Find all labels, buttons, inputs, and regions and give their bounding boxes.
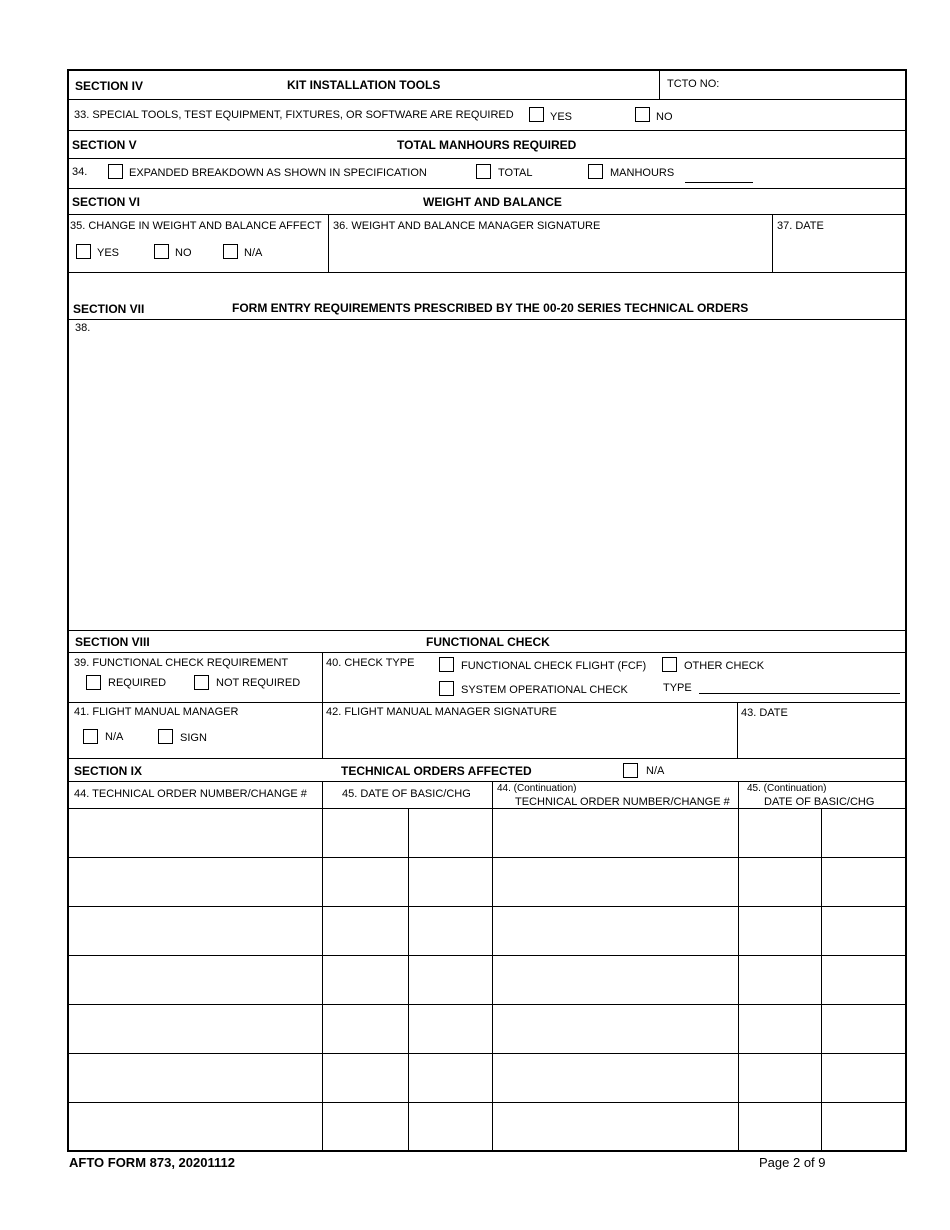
- section-vii-title: FORM ENTRY REQUIREMENTS PRESCRIBED BY THE 00-20 SERIES TECHNICAL ORDERS: [232, 301, 749, 315]
- wb-signature-field[interactable]: [332, 236, 768, 268]
- manhours-label: MANHOURS: [610, 167, 675, 179]
- date-chg-cont-cell[interactable]: [823, 1104, 904, 1148]
- to-number-cell[interactable]: [70, 957, 320, 1002]
- to-affected-na-label: N/A: [646, 765, 665, 777]
- date-basic-cell[interactable]: [324, 1055, 406, 1100]
- manhours-field[interactable]: [685, 166, 753, 182]
- col-divider: [328, 214, 329, 272]
- to-number-cell[interactable]: [70, 1104, 320, 1148]
- wb-date-field[interactable]: [776, 236, 902, 268]
- to-number-cell[interactable]: [70, 859, 320, 904]
- row-divider: [68, 272, 906, 273]
- tools-required-no-checkbox[interactable]: [635, 107, 650, 122]
- date-chg-cell[interactable]: [410, 859, 490, 904]
- table-column-divider: [492, 781, 493, 1150]
- section-viii-label: SECTION VIII: [75, 635, 150, 649]
- date-chg-cont-cell[interactable]: [823, 908, 904, 953]
- date-basic-cont-cell[interactable]: [740, 859, 819, 904]
- item-33-label: 33. SPECIAL TOOLS, TEST EQUIPMENT, FIXTURES, OR SOFTWARE ARE REQUIRED: [74, 109, 514, 121]
- section-v-title: TOTAL MANHOURS REQUIRED: [397, 138, 577, 152]
- date-basic-cell[interactable]: [324, 1006, 406, 1051]
- col-44-header: 44. TECHNICAL ORDER NUMBER/CHANGE #: [74, 788, 307, 800]
- item-34-label: 34.: [72, 166, 88, 178]
- fmm-date-field[interactable]: [741, 722, 902, 754]
- fcf-label: FUNCTIONAL CHECK FLIGHT (FCF): [461, 660, 647, 672]
- manhours-checkbox[interactable]: [588, 164, 603, 179]
- row-divider: [68, 630, 906, 631]
- table-row-divider: [68, 906, 906, 907]
- row-divider: [68, 214, 906, 215]
- date-chg-cell[interactable]: [410, 1006, 490, 1051]
- wb-no-checkbox[interactable]: [154, 244, 169, 259]
- table-header-divider: [68, 808, 906, 809]
- section-iv-label: SECTION IV: [75, 79, 144, 93]
- wb-na-checkbox[interactable]: [223, 244, 238, 259]
- fc-required-label: REQUIRED: [108, 677, 167, 689]
- date-chg-cont-cell[interactable]: [823, 957, 904, 1002]
- item-37-label: 37. DATE: [777, 220, 824, 232]
- to-affected-na-checkbox[interactable]: [623, 763, 638, 778]
- fmm-na-label: N/A: [105, 731, 124, 743]
- wb-yes-label: YES: [97, 247, 120, 259]
- row-divider: [68, 758, 906, 759]
- date-chg-cont-cell[interactable]: [823, 810, 904, 855]
- row-divider: [68, 319, 906, 320]
- table-row-divider: [68, 1102, 906, 1103]
- date-basic-cell[interactable]: [324, 908, 406, 953]
- table-row-divider: [68, 955, 906, 956]
- type-underline: [699, 693, 900, 694]
- date-basic-cont-cell[interactable]: [740, 1104, 819, 1148]
- fmm-na-checkbox[interactable]: [83, 729, 98, 744]
- date-basic-cont-cell[interactable]: [740, 957, 819, 1002]
- check-type-field[interactable]: [699, 678, 899, 693]
- section-ix-label: SECTION IX: [74, 764, 143, 778]
- to-number-cell[interactable]: [70, 810, 320, 855]
- item-41-label: 41. FLIGHT MANUAL MANAGER: [74, 706, 239, 718]
- section-iv-title: KIT INSTALLATION TOOLS: [287, 78, 441, 92]
- wb-na-label: N/A: [244, 247, 263, 259]
- form-border-bottom: [67, 1150, 907, 1152]
- date-basic-cont-cell[interactable]: [740, 908, 819, 953]
- to-number-cell[interactable]: [70, 908, 320, 953]
- fmm-sign-label: SIGN: [180, 732, 207, 744]
- item-42-label: 42. FLIGHT MANUAL MANAGER SIGNATURE: [326, 706, 557, 718]
- form-entry-requirements-textarea[interactable]: [72, 336, 902, 626]
- col-45-header: 45. DATE OF BASIC/CHG: [342, 788, 471, 800]
- date-basic-cell[interactable]: [324, 859, 406, 904]
- fc-not-required-checkbox[interactable]: [194, 675, 209, 690]
- date-chg-cell[interactable]: [410, 1104, 490, 1148]
- section-vii-label: SECTION VII: [73, 302, 145, 316]
- no-label: NO: [656, 111, 673, 123]
- col-44-cont-header-b: TECHNICAL ORDER NUMBER/CHANGE #: [515, 796, 730, 808]
- tcto-number-field[interactable]: [722, 74, 902, 94]
- row-divider: [68, 99, 906, 100]
- form-border-top: [67, 69, 907, 71]
- form-identifier: AFTO FORM 873, 20201112: [69, 1155, 235, 1170]
- table-column-divider: [821, 808, 822, 1150]
- col-divider: [772, 214, 773, 272]
- col-45-cont-header-a: 45. (Continuation): [747, 783, 827, 794]
- form-border-left: [67, 69, 69, 1152]
- form-border-right: [905, 69, 907, 1152]
- col-45-cont-header-b: DATE OF BASIC/CHG: [764, 796, 875, 808]
- date-chg-cont-cell[interactable]: [823, 859, 904, 904]
- row-divider: [68, 652, 906, 653]
- section-ix-title: TECHNICAL ORDERS AFFECTED: [341, 764, 532, 778]
- col-44-cont-header-a: 44. (Continuation): [497, 783, 577, 794]
- manhours-underline: [685, 182, 753, 183]
- to-number-cont-cell[interactable]: [494, 1104, 736, 1148]
- col-divider: [737, 702, 738, 758]
- yes-label: YES: [550, 111, 573, 123]
- date-chg-cell[interactable]: [410, 908, 490, 953]
- item-40-label: 40. CHECK TYPE: [326, 657, 415, 669]
- system-op-check-checkbox[interactable]: [439, 681, 454, 696]
- wb-yes-checkbox[interactable]: [76, 244, 91, 259]
- to-number-cont-cell[interactable]: [494, 908, 736, 953]
- date-basic-cell[interactable]: [324, 957, 406, 1002]
- total-checkbox[interactable]: [476, 164, 491, 179]
- col-divider: [322, 652, 323, 758]
- tcto-divider: [659, 70, 660, 99]
- date-chg-cell[interactable]: [410, 1055, 490, 1100]
- to-number-cell[interactable]: [70, 1006, 320, 1051]
- total-label: TOTAL: [498, 167, 533, 179]
- row-divider: [68, 130, 906, 131]
- page-number: Page 2 of 9: [759, 1155, 826, 1170]
- to-number-cont-cell[interactable]: [494, 957, 736, 1002]
- other-check-checkbox[interactable]: [662, 657, 677, 672]
- to-number-cont-cell[interactable]: [494, 1055, 736, 1100]
- section-vi-label: SECTION VI: [72, 195, 141, 209]
- section-v-label: SECTION V: [72, 138, 137, 152]
- date-basic-cont-cell[interactable]: [740, 1006, 819, 1051]
- date-chg-cell[interactable]: [410, 810, 490, 855]
- type-label: TYPE: [663, 682, 692, 694]
- item-43-label: 43. DATE: [741, 707, 788, 719]
- table-row-divider: [68, 1053, 906, 1054]
- row-divider: [68, 158, 906, 159]
- fcf-checkbox[interactable]: [439, 657, 454, 672]
- table-column-divider: [408, 808, 409, 1150]
- tools-required-yes-checkbox[interactable]: [529, 107, 544, 122]
- to-number-cell[interactable]: [70, 1055, 320, 1100]
- tcto-label: TCTO NO:: [667, 78, 720, 90]
- item-35-label: 35. CHANGE IN WEIGHT AND BALANCE AFFECT: [70, 220, 322, 232]
- table-row-divider: [68, 1004, 906, 1005]
- other-check-label: OTHER CHECK: [684, 660, 765, 672]
- date-basic-cont-cell[interactable]: [740, 1055, 819, 1100]
- item-39-label: 39. FUNCTIONAL CHECK REQUIREMENT: [74, 657, 289, 669]
- to-number-cont-cell[interactable]: [494, 810, 736, 855]
- to-number-cont-cell[interactable]: [494, 859, 736, 904]
- item-38-label: 38.: [75, 322, 91, 334]
- date-basic-cell[interactable]: [324, 810, 406, 855]
- row-divider: [68, 702, 906, 703]
- table-column-divider: [322, 781, 323, 1150]
- expanded-breakdown-checkbox[interactable]: [108, 164, 123, 179]
- wb-no-label: NO: [175, 247, 192, 259]
- system-op-check-label: SYSTEM OPERATIONAL CHECK: [461, 684, 628, 696]
- fc-not-required-label: NOT REQUIRED: [216, 677, 301, 689]
- row-divider: [68, 188, 906, 189]
- fmm-sign-checkbox[interactable]: [158, 729, 173, 744]
- date-chg-cont-cell[interactable]: [823, 1006, 904, 1051]
- date-chg-cont-cell[interactable]: [823, 1055, 904, 1100]
- to-number-cont-cell[interactable]: [494, 1006, 736, 1051]
- section-viii-title: FUNCTIONAL CHECK: [426, 635, 550, 649]
- fmm-signature-field[interactable]: [326, 722, 734, 754]
- table-row-divider: [68, 857, 906, 858]
- section-vi-title: WEIGHT AND BALANCE: [423, 195, 562, 209]
- item-36-label: 36. WEIGHT AND BALANCE MANAGER SIGNATURE: [333, 220, 601, 232]
- date-chg-cell[interactable]: [410, 957, 490, 1002]
- date-basic-cont-cell[interactable]: [740, 810, 819, 855]
- fc-required-checkbox[interactable]: [86, 675, 101, 690]
- date-basic-cell[interactable]: [324, 1104, 406, 1148]
- row-divider: [68, 781, 906, 782]
- table-column-divider: [738, 781, 739, 1150]
- expanded-breakdown-label: EXPANDED BREAKDOWN AS SHOWN IN SPECIFICATION: [129, 167, 427, 179]
